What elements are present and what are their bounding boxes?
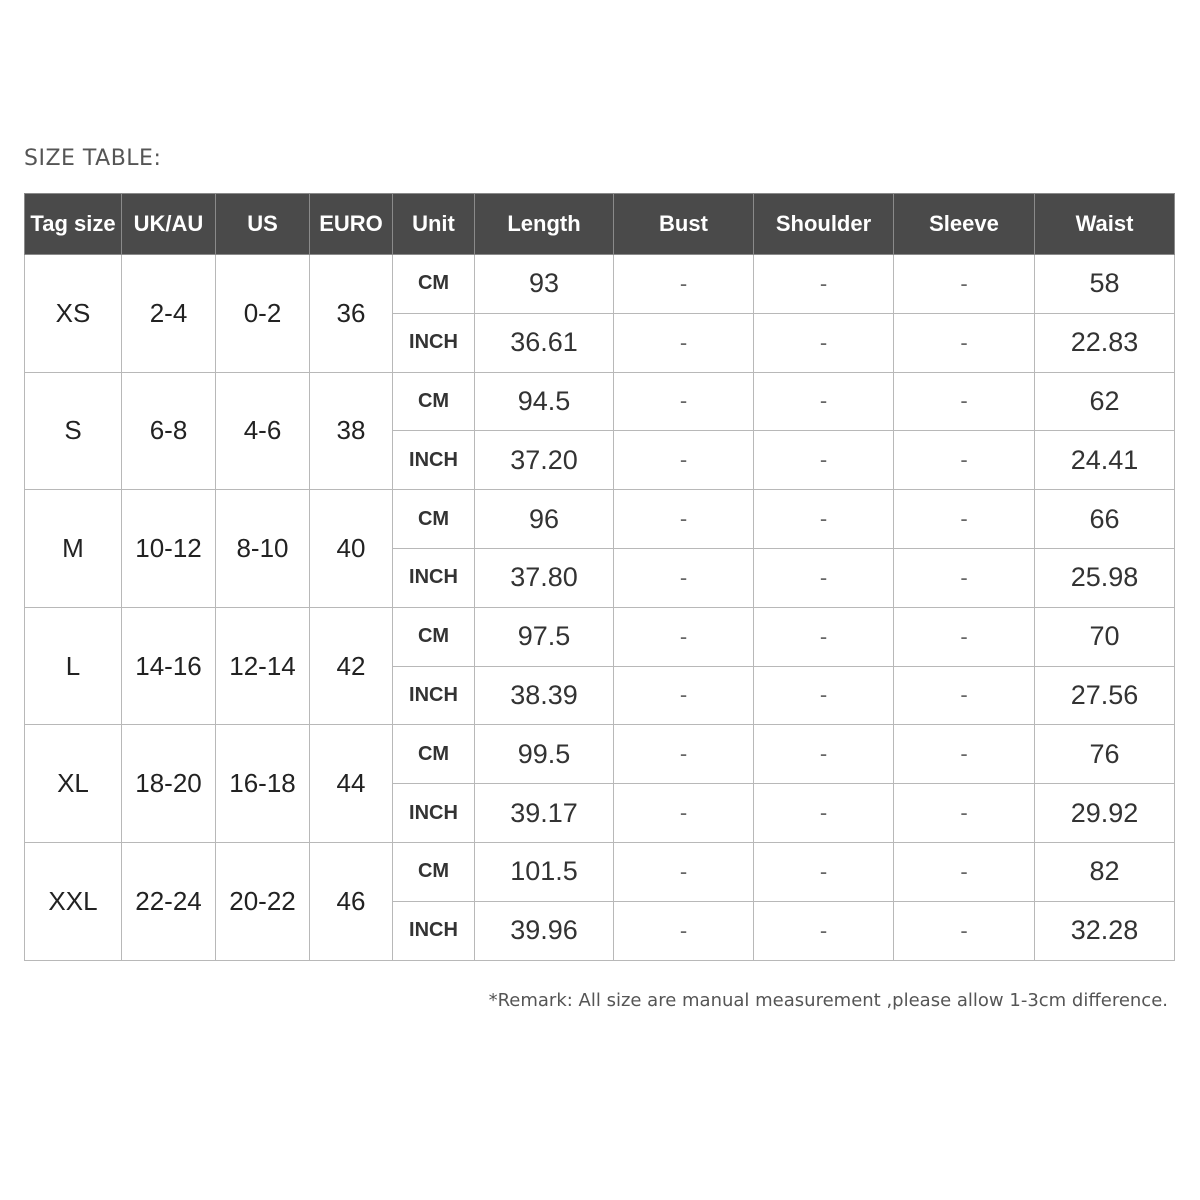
table-row	[25, 372, 1175, 431]
uk-au-cell: 14-16	[122, 607, 216, 725]
bust-cell: -	[614, 372, 754, 431]
length-cell: 96	[475, 490, 614, 549]
tag-size-cell: S	[25, 372, 122, 490]
bust-cell: -	[614, 607, 754, 666]
waist-cell: 27.56	[1035, 666, 1175, 725]
us-cell: 16-18	[216, 725, 310, 843]
sleeve-cell: -	[894, 784, 1035, 843]
uk-au-cell: 18-20	[122, 725, 216, 843]
waist-cell: 66	[1035, 490, 1175, 549]
table-row	[25, 607, 1175, 666]
table-row	[25, 725, 1175, 784]
sleeve-cell: -	[894, 666, 1035, 725]
bust-cell: -	[614, 255, 754, 314]
length-cell: 37.80	[475, 548, 614, 607]
bust-cell: -	[614, 784, 754, 843]
unit-cell: CM	[393, 490, 475, 549]
shoulder-cell: -	[754, 784, 894, 843]
uk-au-cell: 10-12	[122, 490, 216, 608]
waist-cell: 70	[1035, 607, 1175, 666]
length-cell: 94.5	[475, 372, 614, 431]
size-table	[24, 193, 1175, 961]
shoulder-cell: -	[754, 313, 894, 372]
header-us: US	[216, 194, 310, 255]
unit-cell: CM	[393, 842, 475, 901]
sleeve-cell: -	[894, 490, 1035, 549]
unit-cell: INCH	[393, 901, 475, 960]
sleeve-cell: -	[894, 255, 1035, 314]
tag-size-cell: XXL	[25, 842, 122, 960]
header-unit: Unit	[393, 194, 475, 255]
sleeve-cell: -	[894, 431, 1035, 490]
header-euro: EURO	[310, 194, 393, 255]
sleeve-cell: -	[894, 901, 1035, 960]
us-cell: 4-6	[216, 372, 310, 490]
length-cell: 39.96	[475, 901, 614, 960]
bust-cell: -	[614, 901, 754, 960]
euro-cell: 40	[310, 490, 393, 608]
waist-cell: 82	[1035, 842, 1175, 901]
us-cell: 0-2	[216, 255, 310, 373]
header-uk-au: UK/AU	[122, 194, 216, 255]
unit-cell: INCH	[393, 784, 475, 843]
waist-cell: 62	[1035, 372, 1175, 431]
header-row	[25, 194, 1175, 255]
sleeve-cell: -	[894, 372, 1035, 431]
sleeve-cell: -	[894, 607, 1035, 666]
euro-cell: 38	[310, 372, 393, 490]
waist-cell: 24.41	[1035, 431, 1175, 490]
tag-size-cell: M	[25, 490, 122, 608]
waist-cell: 32.28	[1035, 901, 1175, 960]
uk-au-cell: 22-24	[122, 842, 216, 960]
table-row	[25, 490, 1175, 549]
unit-cell: INCH	[393, 431, 475, 490]
bust-cell: -	[614, 548, 754, 607]
length-cell: 93	[475, 255, 614, 314]
unit-cell: INCH	[393, 548, 475, 607]
unit-cell: CM	[393, 255, 475, 314]
sleeve-cell: -	[894, 725, 1035, 784]
shoulder-cell: -	[754, 725, 894, 784]
shoulder-cell: -	[754, 255, 894, 314]
waist-cell: 22.83	[1035, 313, 1175, 372]
table-row	[25, 255, 1175, 314]
length-cell: 36.61	[475, 313, 614, 372]
bust-cell: -	[614, 725, 754, 784]
shoulder-cell: -	[754, 607, 894, 666]
header-waist: Waist	[1035, 194, 1175, 255]
uk-au-cell: 2-4	[122, 255, 216, 373]
waist-cell: 58	[1035, 255, 1175, 314]
tag-size-cell: L	[25, 607, 122, 725]
header-bust: Bust	[614, 194, 754, 255]
tag-size-cell: XS	[25, 255, 122, 373]
remark-note: *Remark: All size are manual measurement ,please allow 1-3cm difference.	[488, 990, 1168, 1011]
length-cell: 39.17	[475, 784, 614, 843]
bust-cell: -	[614, 666, 754, 725]
unit-cell: CM	[393, 607, 475, 666]
shoulder-cell: -	[754, 666, 894, 725]
shoulder-cell: -	[754, 431, 894, 490]
uk-au-cell: 6-8	[122, 372, 216, 490]
sleeve-cell: -	[894, 548, 1035, 607]
header-length: Length	[475, 194, 614, 255]
shoulder-cell: -	[754, 372, 894, 431]
length-cell: 38.39	[475, 666, 614, 725]
unit-cell: INCH	[393, 313, 475, 372]
header-shoulder: Shoulder	[754, 194, 894, 255]
euro-cell: 44	[310, 725, 393, 843]
unit-cell: CM	[393, 725, 475, 784]
euro-cell: 42	[310, 607, 393, 725]
unit-cell: CM	[393, 372, 475, 431]
shoulder-cell: -	[754, 548, 894, 607]
page-title: SIZE TABLE:	[24, 146, 162, 171]
waist-cell: 76	[1035, 725, 1175, 784]
shoulder-cell: -	[754, 901, 894, 960]
shoulder-cell: -	[754, 842, 894, 901]
header-sleeve: Sleeve	[894, 194, 1035, 255]
us-cell: 12-14	[216, 607, 310, 725]
bust-cell: -	[614, 313, 754, 372]
unit-cell: INCH	[393, 666, 475, 725]
sleeve-cell: -	[894, 313, 1035, 372]
length-cell: 101.5	[475, 842, 614, 901]
length-cell: 97.5	[475, 607, 614, 666]
shoulder-cell: -	[754, 490, 894, 549]
bust-cell: -	[614, 431, 754, 490]
us-cell: 20-22	[216, 842, 310, 960]
header-tag-size: Tag size	[25, 194, 122, 255]
length-cell: 37.20	[475, 431, 614, 490]
bust-cell: -	[614, 490, 754, 549]
waist-cell: 29.92	[1035, 784, 1175, 843]
euro-cell: 46	[310, 842, 393, 960]
euro-cell: 36	[310, 255, 393, 373]
length-cell: 99.5	[475, 725, 614, 784]
table-row	[25, 842, 1175, 901]
bust-cell: -	[614, 842, 754, 901]
us-cell: 8-10	[216, 490, 310, 608]
waist-cell: 25.98	[1035, 548, 1175, 607]
tag-size-cell: XL	[25, 725, 122, 843]
sleeve-cell: -	[894, 842, 1035, 901]
